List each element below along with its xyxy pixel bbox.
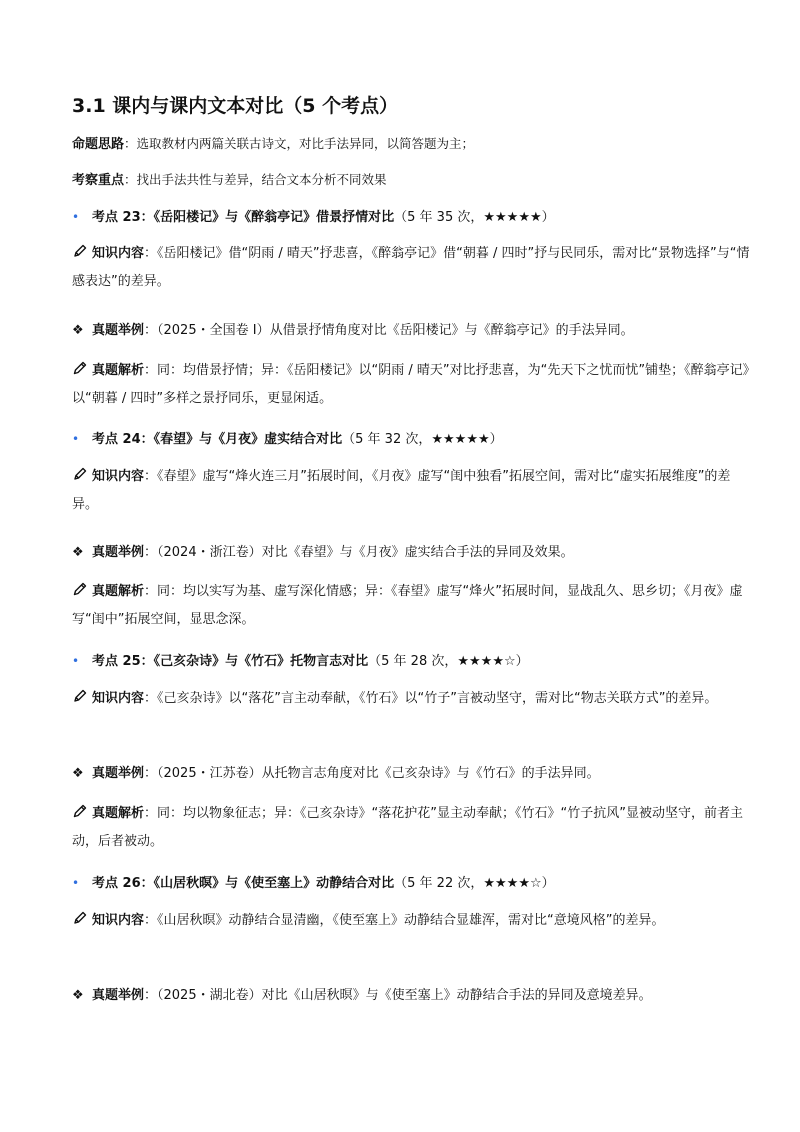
knowledge-text: ：《岳阳楼记》借“阴雨 / 晴天”抒悲喜，《醉翁亭记》借“朝暮 / 四时”抒与民同乐，需对比“景物选择”与“情感表达”的差异。 <box>72 246 750 289</box>
point-meta: （5 年 32 次，★★★★★） <box>342 432 503 447</box>
bullet-dot-icon: • <box>72 432 80 446</box>
bullet-dot-icon: • <box>72 210 80 224</box>
knowledge-label: 知识内容 <box>92 691 145 706</box>
example-text: ：（2025・全国卷 Ⅰ）从借景抒情角度对比《岳阳楼记》与《醉翁亭记》的手法异同。 <box>144 323 634 338</box>
point-title: 《山居秋暝》与《使至塞上》动静结合对比 <box>153 876 395 891</box>
diamond-bullet-icon: ❖ <box>72 323 84 338</box>
diamond-bullet-icon: ❖ <box>72 766 84 781</box>
analysis-text: ：同：均借景抒情；异：《岳阳楼记》以“阴雨 / 晴天”对比抒悲喜，为“先天下之忧而忧”铺垫；《醉翁亭记》以“朝暮 / 四时”多样之景抒同乐，更显闲适。 <box>72 363 750 406</box>
example-text: ：（2024・浙江卷）对比《春望》与《月夜》虚实结合手法的异同及效果。 <box>144 545 574 560</box>
analysis-label: 真题解析 <box>92 806 145 821</box>
example-block <box>72 542 574 564</box>
point-meta: （5 年 28 次，★★★★☆） <box>368 654 529 669</box>
knowledge-text: ：《己亥杂诗》以“落花”言主动奉献，《竹石》以“竹子”言被动坚守，需对比“物志关联方式”的差异。 <box>144 691 718 706</box>
example-block <box>72 763 600 785</box>
point-heading <box>72 428 503 451</box>
knowledge-text: ：《春望》虚写“烽火连三月”拓展时间，《月夜》虚写“闺中独看”拓展空间，需对比“虚实拓展维度”的差异。 <box>72 469 731 512</box>
point-meta: （5 年 22 次，★★★★☆） <box>394 876 555 891</box>
idea-text: ：选取教材内两篇关联古诗文，对比手法异同，以简答题为主； <box>124 136 475 151</box>
example-text: ：（2025・湖北卷）对比《山居秋暝》与《使至塞上》动静结合手法的异同及意境差异。 <box>144 988 652 1003</box>
example-text: ：（2025・江苏卷）从托物言志角度对比《己亥杂诗》与《竹石》的手法异同。 <box>144 766 600 781</box>
point-label: 考点 24： <box>92 432 154 447</box>
point-label: 考点 23： <box>92 210 154 225</box>
analysis-block <box>72 578 752 634</box>
pencil-icon <box>72 466 92 482</box>
example-label: 真题举例 <box>92 323 145 338</box>
pen-icon <box>72 581 92 597</box>
bullet-dot-icon: • <box>72 654 80 668</box>
point-meta: （5 年 35 次，★★★★★） <box>394 210 555 225</box>
point-heading <box>72 650 529 673</box>
bullet-dot-icon: • <box>72 876 80 890</box>
analysis-text: ：同：均以实写为基、虚写深化情感；异：《春望》虚写“烽火”拓展时间，显战乱久、思乡切；《月夜》虚写“闺中”拓展空间，显思念深。 <box>72 584 743 627</box>
knowledge-label: 知识内容 <box>92 913 145 928</box>
analysis-block <box>72 800 752 856</box>
diamond-bullet-icon: ❖ <box>72 545 84 560</box>
example-label: 真题举例 <box>92 545 145 560</box>
section-title: 3.1 课内与课内文本对比（5 个考点） <box>72 95 399 117</box>
point-label: 考点 26： <box>92 876 154 891</box>
analysis-label: 真题解析 <box>92 363 145 378</box>
pen-icon <box>72 360 92 376</box>
intro-focus <box>72 169 387 192</box>
point-title: 《春望》与《月夜》虚实结合对比 <box>153 432 343 447</box>
knowledge-block <box>72 907 752 935</box>
knowledge-block <box>72 463 752 519</box>
example-label: 真题举例 <box>92 988 145 1003</box>
knowledge-label: 知识内容 <box>92 469 145 484</box>
diamond-bullet-icon: ❖ <box>72 988 84 1003</box>
example-label: 真题举例 <box>92 766 145 781</box>
analysis-block <box>72 357 752 413</box>
focus-label: 考察重点 <box>72 173 125 188</box>
idea-label: 命题思路 <box>72 137 125 152</box>
pen-icon <box>72 803 92 819</box>
pencil-icon <box>72 910 92 926</box>
intro-idea <box>72 133 474 156</box>
example-block <box>72 320 634 342</box>
focus-text: ：找出手法共性与差异，结合文本分析不同效果 <box>124 172 387 187</box>
knowledge-block <box>72 240 752 296</box>
analysis-text: ：同：均以物象征志；异：《己亥杂诗》“落花护花”显主动奉献；《竹石》“竹子抗风”显被动坚守，前者主动，后者被动。 <box>72 806 743 849</box>
knowledge-block <box>72 685 752 713</box>
pencil-icon <box>72 688 92 704</box>
example-block <box>72 985 652 1007</box>
point-title: 《己亥杂诗》与《竹石》托物言志对比 <box>153 654 369 669</box>
point-title: 《岳阳楼记》与《醉翁亭记》借景抒情对比 <box>153 210 395 225</box>
knowledge-label: 知识内容 <box>92 246 145 261</box>
pencil-icon <box>72 243 92 259</box>
knowledge-text: ：《山居秋暝》动静结合显清幽，《使至塞上》动静结合显雄浑，需对比“意境风格”的差异。 <box>144 913 665 928</box>
point-label: 考点 25： <box>92 654 154 669</box>
point-heading <box>72 206 555 229</box>
point-heading <box>72 872 555 895</box>
analysis-label: 真题解析 <box>92 584 145 599</box>
